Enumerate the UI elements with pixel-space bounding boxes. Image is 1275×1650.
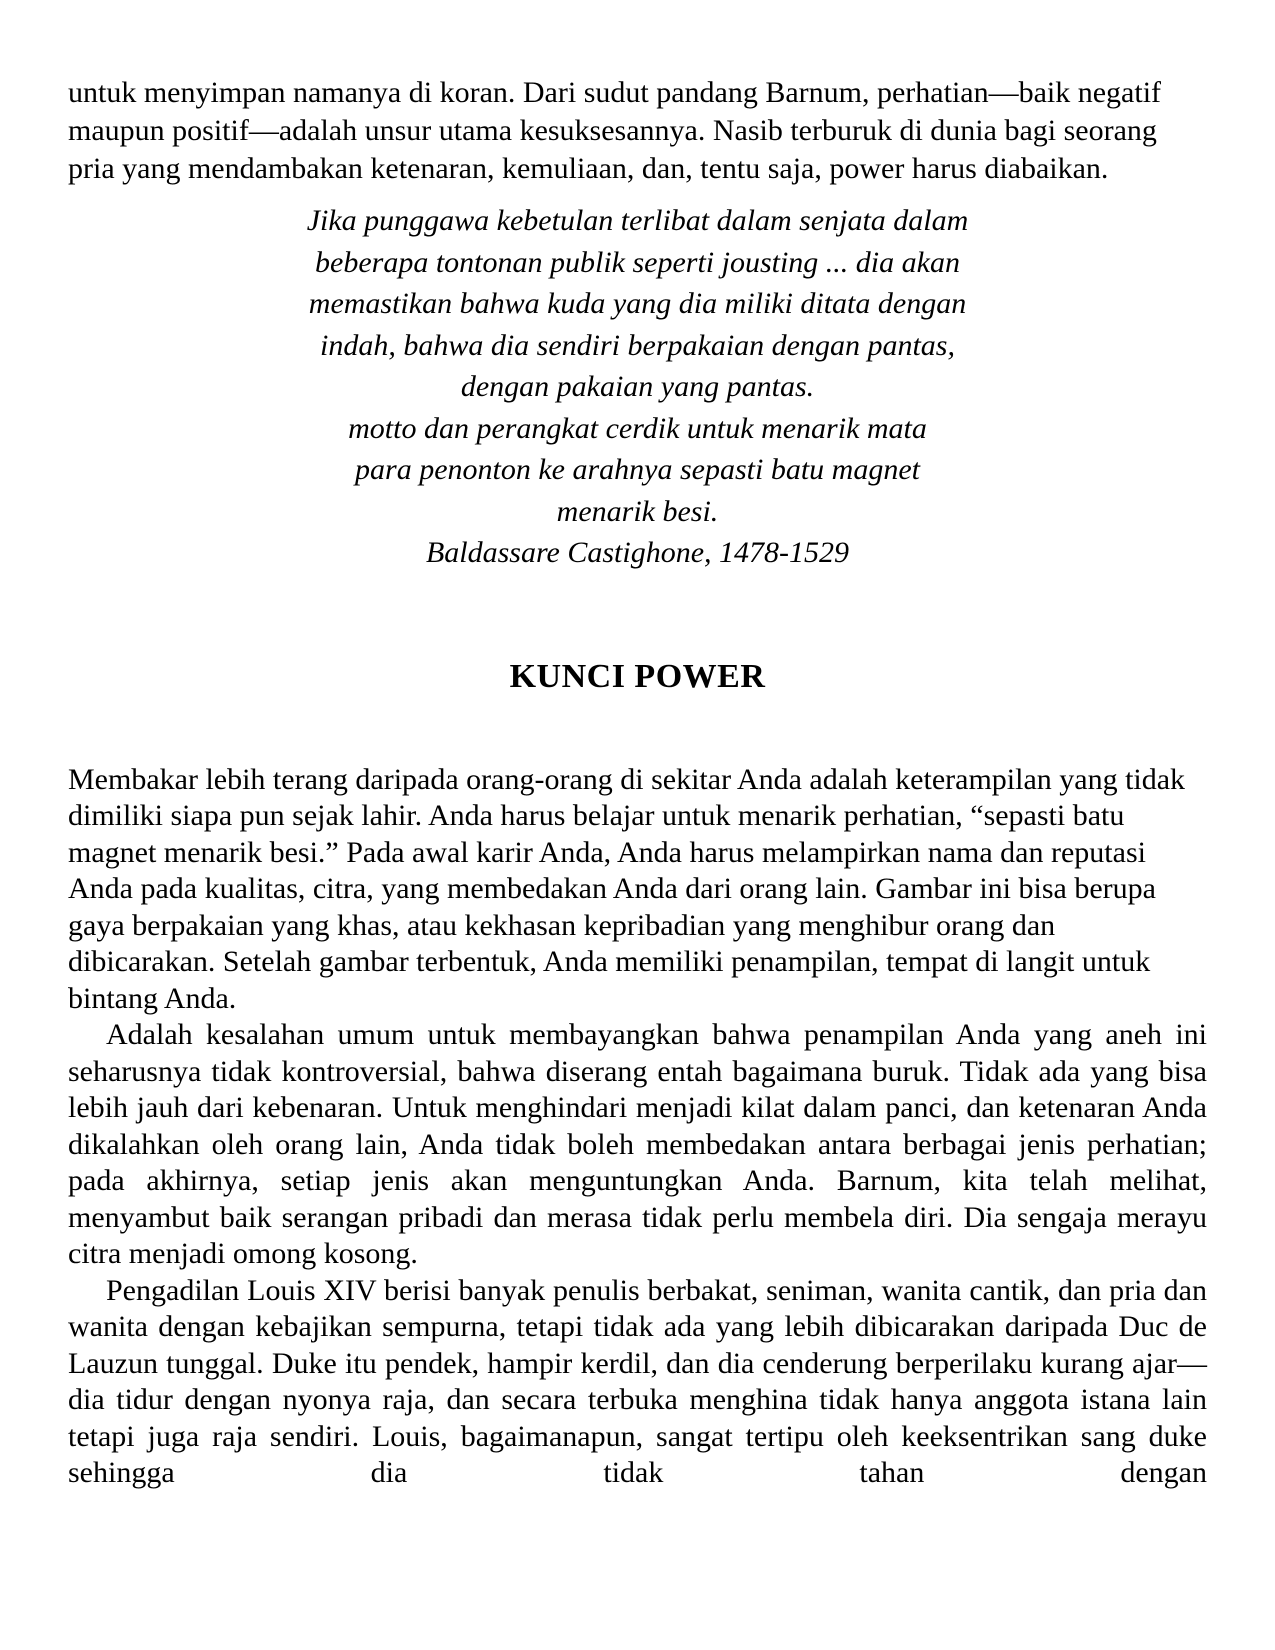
quote-line: menarik besi. xyxy=(556,494,719,528)
body-paragraph: Pengadilan Louis XIV berisi banyak penulis berbakat, seniman, wanita cantik, dan pria dan wanita dengan kebajikan sempurna, tetapi tidak ada yang lebih dibicarakan daripada Duc de Lauzun tunggal. Duke itu pendek, hampir kerdil, dan dia cenderung berperilaku kurang ajar—dia tidur dengan nyonya raja, dan secara terbuka menghina tidak hanya anggota istana lain tetapi juga raja sendiri. Louis, bagaimanapun, sangat tertipu oleh keeksentrikan sang duke sehingga dia tidak tahan dengan xyxy=(68,1273,1207,1489)
body-paragraph: Adalah kesalahan umum untuk membayangkan bahwa penampilan Anda yang aneh ini seharusnya tidak kontroversial, bahwa diserang entah bagaimana buruk. Tidak ada yang bisa lebih jauh dari kebenaran. Untuk menghindari menjadi kilat dalam panci, dan ketenaran Anda dikalahkan oleh orang lain, Anda tidak boleh membedakan antara berbagai jenis perhatian; pada akhirnya, setiap jenis akan menguntungkan Anda. Barnum, kita telah melihat, menyambut baik serangan pribadi dan merasa tidak perlu membela diri. Dia sengaja merayu citra menjadi omong kosong. xyxy=(68,1018,1207,1270)
quote-line: motto dan perangkat cerdik untuk menarik mata xyxy=(348,411,927,445)
quote-attribution: Baldassare Castighone, 1478-1529 xyxy=(425,536,850,569)
page-content xyxy=(68,0,1207,1492)
quote-line: beberapa tontonan publik seperti jousting ... dia akan xyxy=(315,245,960,279)
epigraph-quote-block xyxy=(68,200,1207,574)
section-heading: KUNCI POWER xyxy=(509,657,766,695)
quote-line: memastikan bahwa kuda yang dia miliki ditata dengan xyxy=(308,287,967,320)
intro-paragraph: untuk menyimpan namanya di koran. Dari sudut pandang Barnum, perhatian—baik negatif maupun positif—adalah unsur utama kesuksesannya. Nasib terburuk di dunia bagi seorang pria yang mendambakan ketenaran, kemuliaan, dan, tentu saja, power harus diabaikan. xyxy=(68,76,1162,185)
body-paragraph: Membakar lebih terang daripada orang-orang di sekitar Anda adalah keterampilan yang tidak dimiliki siapa pun sejak lahir. Anda harus belajar untuk menarik perhatian, “sepasti batu magnet menarik besi.” Pada awal karir Anda, Anda harus melampirkan nama dan reputasi Anda pada kualitas, citra, yang membedakan Anda dari orang lain. Gambar ini bisa berupa gaya berpakaian yang khas, atau kekhasan kepribadian yang menghibur orang dan dibicarakan. Setelah gambar terbentuk, Anda memiliki penampilan, tempat di langit untuk bintang Anda. xyxy=(68,762,1186,1015)
quote-line: para penonton ke arahnya sepasti batu magnet xyxy=(355,453,920,486)
quote-line: indah, bahwa dia sendiri berpakaian dengan pantas, xyxy=(320,328,955,362)
quote-line: dengan pakaian yang pantas. xyxy=(460,370,815,403)
quote-line: Jika punggawa kebetulan terlibat dalam senjata dalam xyxy=(306,204,969,237)
